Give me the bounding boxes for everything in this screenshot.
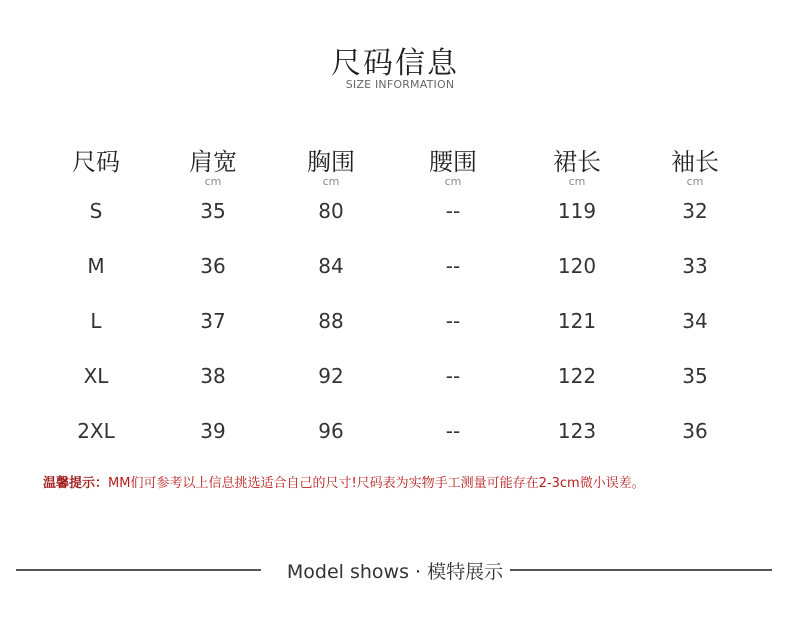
column-header-shoulder: 肩宽 — [189, 148, 237, 176]
column-header-size: 尺码 — [72, 148, 120, 176]
table-cell: 33 — [682, 254, 708, 278]
table-cell: -- — [445, 364, 461, 388]
table-cell: 39 — [200, 419, 226, 443]
table-cell: 2XL — [77, 419, 115, 443]
table-cell: -- — [445, 309, 461, 333]
table-cell: 121 — [557, 309, 597, 333]
tip-label: 温馨提示： — [43, 476, 109, 491]
table-cell: XL — [83, 364, 109, 388]
table-cell: -- — [445, 199, 461, 223]
unit-label: cm — [568, 175, 586, 188]
table-cell: L — [90, 309, 102, 333]
table-cell: 35 — [682, 364, 708, 388]
tip-text: MM们可参考以上信息挑选适合自己的尺寸!尺码表为实物手工测量可能存在2-3cm微小误差。 — [108, 476, 645, 491]
table-cell: 84 — [318, 254, 344, 278]
column-header-dress-length: 裙长 — [553, 148, 601, 176]
table-cell: -- — [445, 254, 461, 278]
table-cell: 122 — [557, 364, 597, 388]
table-cell: 119 — [557, 199, 597, 223]
table-cell: 96 — [318, 419, 344, 443]
size-tip — [43, 472, 783, 491]
size-info-title: 尺码信息 — [331, 46, 459, 81]
table-cell: 36 — [682, 419, 708, 443]
table-cell: 37 — [200, 309, 226, 333]
table-cell: 38 — [200, 364, 226, 388]
table-cell: 80 — [318, 199, 344, 223]
table-cell: 35 — [200, 199, 226, 223]
column-header-waist: 腰围 — [429, 148, 477, 176]
model-shows-heading: Model shows · 模特展示 — [286, 561, 504, 583]
table-cell: 123 — [557, 419, 597, 443]
table-cell: 120 — [557, 254, 597, 278]
table-cell: 34 — [682, 309, 708, 333]
size-info-subtitle: SIZE INFORMATION — [345, 78, 455, 91]
table-cell: 92 — [318, 364, 344, 388]
unit-label: cm — [686, 175, 704, 188]
divider-right — [510, 569, 772, 571]
unit-label: cm — [444, 175, 462, 188]
table-cell: S — [89, 199, 103, 223]
table-cell: 36 — [200, 254, 226, 278]
unit-label: cm — [322, 175, 340, 188]
table-cell: M — [87, 254, 105, 278]
table-cell: -- — [445, 419, 461, 443]
table-cell: 88 — [318, 309, 344, 333]
unit-label: cm — [204, 175, 222, 188]
column-header-sleeve: 袖长 — [671, 148, 719, 176]
column-header-bust: 胸围 — [307, 148, 355, 176]
table-cell: 32 — [682, 199, 708, 223]
